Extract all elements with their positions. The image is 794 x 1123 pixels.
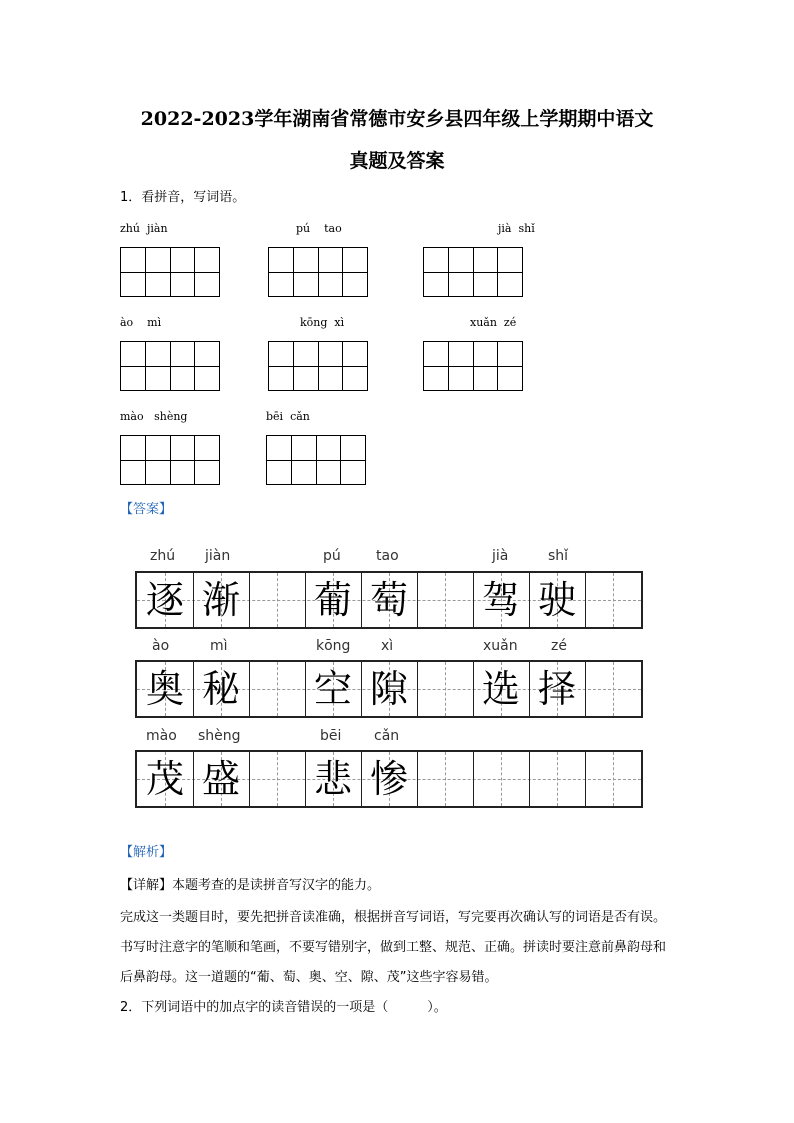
answer-pinyin: zhú xyxy=(150,548,176,564)
answer-pinyin: ào xyxy=(152,638,170,654)
answer-char: 悲 xyxy=(313,757,352,801)
answer-pinyin: zé xyxy=(551,638,567,654)
answer-grid-row xyxy=(135,660,643,718)
answer-char: 逐 xyxy=(145,578,184,622)
pinyin-label: zhú jiàn xyxy=(120,222,168,235)
answer-pinyin: pú xyxy=(323,548,341,564)
answer-char: 渐 xyxy=(201,578,240,622)
answer-char: 葡 xyxy=(313,578,352,622)
answer-char: 惨 xyxy=(369,757,408,801)
answer-char: 隙 xyxy=(369,667,408,711)
answer-pinyin: kōng xyxy=(316,638,351,654)
answer-grid-row xyxy=(135,571,643,629)
answer-char: 奥 xyxy=(145,667,184,711)
answer-pinyin: jiàn xyxy=(205,548,231,564)
analysis-tag: 【解析】 xyxy=(120,845,173,860)
answer-char: 选 xyxy=(481,667,520,711)
question-2-prompt: 2．下列词语中的加点字的读音错误的一项是（ ）。 xyxy=(120,1000,447,1015)
answer-char: 空 xyxy=(313,667,352,711)
answer-pinyin: shèng xyxy=(198,728,241,744)
pinyin-label: jià shǐ xyxy=(498,222,535,235)
pinyin-label: xuǎn zé xyxy=(470,316,517,329)
pinyin-label: pú tao xyxy=(296,222,342,235)
writing-grid[interactable] xyxy=(120,247,220,297)
answer-pinyin: shǐ xyxy=(548,548,569,564)
answer-pinyin: bēi xyxy=(320,728,342,744)
answer-pinyin: tao xyxy=(376,548,399,564)
answer-pinyin: jià xyxy=(492,548,509,564)
answer-char: 驶 xyxy=(537,578,576,622)
answer-grid-row xyxy=(135,750,643,808)
answer-char: 茂 xyxy=(145,757,184,801)
answer-pinyin: xuǎn xyxy=(483,638,518,654)
answer-char: 秘 xyxy=(201,667,240,711)
answer-pinyin: mì xyxy=(210,638,228,654)
analysis-body: 完成这一类题目时，要先把拼音读准确，根据拼音写词语，写完要再次确认写的词语是否有误。书写时注意字的笔顺和笔画，不要写错别字，做到工整、规范、正确。拼读时要注意前鼻韵母和后鼻韵母。这一道题的“葡、萄、奥、空、隙、茂”这些字容易错。 xyxy=(120,910,667,985)
writing-grid[interactable] xyxy=(268,247,368,297)
writing-grid[interactable] xyxy=(423,247,523,297)
pinyin-label: mào shèng xyxy=(120,410,188,423)
writing-grid[interactable] xyxy=(120,435,220,485)
answer-pinyin: mào xyxy=(146,728,177,744)
writing-grid[interactable] xyxy=(266,435,366,485)
answer-char: 择 xyxy=(537,667,576,711)
question-1-prompt: 1．看拼音，写词语。 xyxy=(120,190,246,205)
answer-char: 驾 xyxy=(481,578,520,622)
document-title-line1: 2022-2023学年湖南省常德市安乡县四年级上学期期中语文 xyxy=(140,108,654,130)
writing-grid[interactable] xyxy=(268,341,368,391)
pinyin-label: ào mì xyxy=(120,316,162,329)
answer-tag: 【答案】 xyxy=(120,502,173,517)
answer-char: 盛 xyxy=(201,757,240,801)
pinyin-label: bēi cǎn xyxy=(266,410,310,423)
analysis-detail: 【详解】本题考查的是读拼音写汉字的能力。 xyxy=(120,878,381,893)
pinyin-label: kōng xì xyxy=(300,316,345,329)
answer-char: 萄 xyxy=(369,578,408,622)
writing-grid[interactable] xyxy=(120,341,220,391)
writing-grid[interactable] xyxy=(423,341,523,391)
document-title-line2: 真题及答案 xyxy=(349,150,445,172)
answer-pinyin: xì xyxy=(381,638,394,654)
answer-pinyin: cǎn xyxy=(374,728,400,744)
